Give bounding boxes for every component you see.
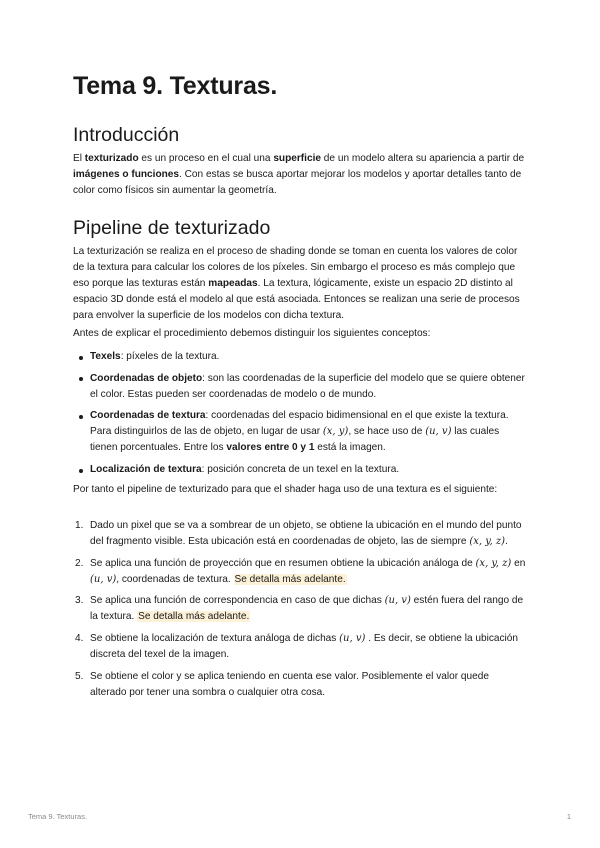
pipeline-steps-list	[73, 518, 528, 706]
concepts-intro-paragraph: Antes de explicar el procedimiento debemos distinguir los siguientes conceptos:	[73, 328, 431, 339]
list-item: 3. Se aplica una función de correspondencia en caso de que dichas (u, v) estén fuera del rango de la textura. Se detalla más adelante.	[75, 595, 524, 623]
pipeline-summary-paragraph: Por tanto el pipeline de texturizado para que el shader haga uso de una textura es el siguiente:	[73, 484, 498, 495]
section-heading-pipeline: Pipeline de texturizado	[73, 217, 271, 239]
list-item: Coordenadas de objeto: son las coordenadas de la superficie del modelo que se quiere obtener el color. Estas pueden ser coordenadas de modelo o de mundo.	[73, 371, 528, 403]
list-item: 1. Dado un pixel que se va a sombrear de un objeto, se obtiene la ubicación en el mundo del punto del fragmento visible. Esta ubicación está en coordenadas de objeto, las de siempre (x, y, z).	[75, 520, 522, 548]
list-item: Localización de textura: posición concreta de un texel en la textura.	[73, 462, 528, 478]
footer-title: Tema 9. Texturas.	[28, 812, 88, 821]
section-heading-introduccion: Introducción	[73, 124, 180, 146]
list-item: 5. Se obtiene el color y se aplica teniendo en cuenta ese valor. Posiblemente el valor quede alterado por tener una sombra o cualquier otra cosa.	[75, 670, 489, 698]
highlight-note: Se detalla más adelante.	[138, 611, 250, 623]
list-item: Coordenadas de textura: coordenadas del espacio bidimensional en el que existe la textura. Para distinguirlos de las de objeto, en lugar de usar (x, y), se hace uso de (u, v) las cuales tienen porcentuales. Entre los valores entre 0 y 1 está la imagen.	[73, 408, 528, 456]
pipeline-paragraph: La texturización se realiza en el proceso de shading donde se toman en cuenta los valores de color de la textura para calcular los colores de los píxeles. Sin embargo el proceso es más complejo que eso porque las texturas están mapeadas. La textura, lógicamente, existe un espacio 2D distinto al espacio 3D donde está el modelo al que está asociada. Entonces se realizan una serie de procesos para envolver la superficie de los modelos con dicha textura.	[73, 246, 520, 322]
list-item: 2. Se aplica una función de proyección que en resumen obtiene la ubicación análoga de (x, y, z) en (u, v), coordenadas de textura. Se detalla más adelante.	[75, 557, 526, 585]
highlight-note: Se detalla más adelante.	[234, 573, 346, 585]
list-item: Texels: píxeles de la textura.	[73, 349, 528, 365]
page-title: Tema 9. Texturas.	[73, 72, 278, 100]
list-item: 4. Se obtiene la localización de textura análoga de dichas (u, v) . Es decir, se obtiene la ubicación discreta del texel de la imagen.	[75, 633, 519, 661]
concepts-list	[73, 349, 528, 484]
page-number: 1	[566, 812, 571, 821]
intro-paragraph: El texturizado es un proceso en el cual una superficie de un modelo altera su apariencia a partir de imágenes o funciones. Con estas se busca aportar mejorar los modelos y aportar detalles tanto de color como físicos sin aumentar la geometría.	[73, 153, 525, 197]
